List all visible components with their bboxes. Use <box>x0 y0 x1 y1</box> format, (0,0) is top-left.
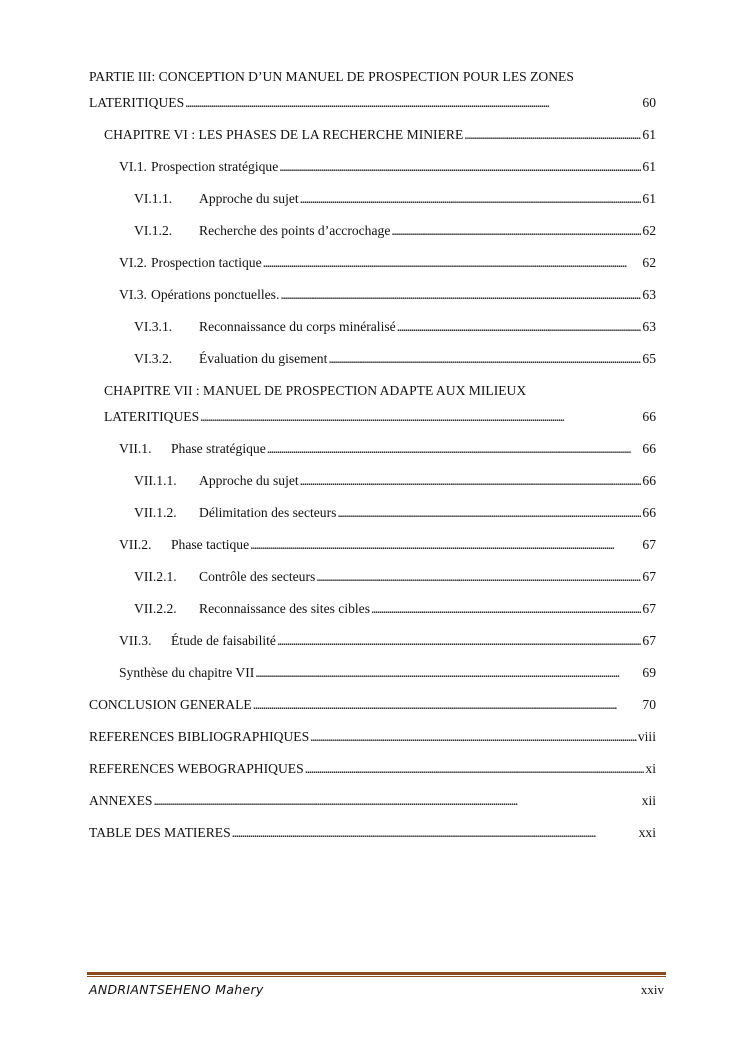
dot-leader <box>300 471 642 485</box>
toc-entry-vii-1[interactable] <box>89 436 656 462</box>
dot-leader <box>185 93 641 107</box>
toc-entry-annexes[interactable] <box>89 788 656 814</box>
toc-entry-page: xi <box>645 761 656 776</box>
toc-entry-number: VI.2. <box>119 255 147 270</box>
toc-entry-number: VI.3.2. <box>134 351 173 366</box>
toc-entry-vi-3[interactable] <box>89 282 656 308</box>
toc-entry-page: 67 <box>642 633 656 648</box>
toc-entry-conclusion[interactable] <box>89 692 656 718</box>
dot-leader <box>232 823 638 837</box>
toc-entry-page: viii <box>637 729 656 744</box>
toc-entry-page: 69 <box>642 665 656 680</box>
toc-entry-page: 61 <box>642 159 656 174</box>
toc-entry-number: VI.1.2. <box>134 223 173 238</box>
toc-entry-references-webographiques[interactable] <box>89 756 656 782</box>
toc-entry-page: 62 <box>642 223 656 238</box>
footer-rule <box>87 972 666 975</box>
toc-entry-number: VI.1.1. <box>134 191 173 206</box>
toc-entry-number: VI.3.1. <box>134 319 173 334</box>
table-of-contents <box>89 64 656 852</box>
dot-leader <box>200 407 641 421</box>
toc-entry-page: 67 <box>642 601 656 616</box>
toc-entry-references-bibliographiques[interactable] <box>89 724 656 750</box>
footer-page-number: xxiv <box>640 982 664 997</box>
toc-entry-page: 65 <box>642 351 656 366</box>
dot-leader <box>305 759 645 773</box>
toc-entry-number: VII.2. <box>119 537 152 552</box>
toc-entry-title: Étude de faisabilité <box>171 633 276 648</box>
toc-entry-title: Reconnaissance du corps minéralisé <box>199 319 396 334</box>
dot-leader <box>253 695 642 709</box>
toc-entry-page: 63 <box>642 287 656 302</box>
toc-entry-title: Phase stratégique <box>171 441 266 456</box>
footer-author: ANDRIANTSEHENO Mahery <box>89 982 264 997</box>
toc-entry-number: VII.1.2. <box>134 505 177 520</box>
toc-entry-title: CONCLUSION GENERALE <box>89 697 252 712</box>
dot-leader <box>300 189 642 203</box>
toc-entry-page: 66 <box>642 409 656 424</box>
dot-leader <box>263 253 642 267</box>
toc-entry-title: Prospection stratégique <box>151 159 279 174</box>
toc-entry-number: VII.1. <box>119 441 152 456</box>
toc-entry-synthese[interactable] <box>89 660 656 686</box>
toc-entry-title: REFERENCES BIBLIOGRAPHIQUES <box>89 729 310 744</box>
toc-entry-chapitre-7[interactable] <box>89 378 656 430</box>
toc-entry-page: 63 <box>642 319 656 334</box>
toc-entry-page: 67 <box>642 537 656 552</box>
dot-leader <box>310 727 637 741</box>
toc-entry-vii-2-1[interactable] <box>89 564 656 590</box>
dot-leader <box>277 631 641 645</box>
dot-leader <box>337 503 641 517</box>
toc-entry-page: 61 <box>642 191 656 206</box>
toc-entry-vi-1-2[interactable] <box>89 218 656 244</box>
toc-entry-title: Opérations ponctuelles. <box>151 287 280 302</box>
toc-entry-number: VII.3. <box>119 633 152 648</box>
toc-entry-vi-3-2[interactable] <box>89 346 656 372</box>
toc-entry-number: VI.1. <box>119 159 147 174</box>
toc-entry-chapitre-6[interactable] <box>89 122 656 148</box>
toc-entry-table-des-matieres[interactable] <box>89 820 656 846</box>
toc-entry-page: 70 <box>642 697 656 712</box>
toc-entry-number: VII.2.2. <box>134 601 177 616</box>
toc-entry-vi-3-1[interactable] <box>89 314 656 340</box>
toc-entry-title: REFERENCES WEBOGRAPHIQUES <box>89 761 304 776</box>
toc-entry-vii-1-2[interactable] <box>89 500 656 526</box>
toc-entry-title: TABLE DES MATIERES <box>89 825 231 840</box>
toc-entry-title: Prospection tactique <box>151 255 262 270</box>
toc-entry-number: VII.2.1. <box>134 569 177 584</box>
dot-leader <box>267 439 642 453</box>
toc-entry-vii-2-2[interactable] <box>89 596 656 622</box>
toc-entry-title: Phase tactique <box>171 537 250 552</box>
dot-leader <box>153 791 640 805</box>
dot-leader <box>391 221 641 235</box>
toc-entry-title: ANNEXES <box>89 793 153 808</box>
toc-entry-vi-1[interactable] <box>89 154 656 180</box>
dot-leader <box>255 663 641 677</box>
dot-leader <box>280 285 641 299</box>
toc-entry-page: 60 <box>642 95 656 110</box>
toc-entry-title: Délimitation des secteurs <box>199 505 337 520</box>
dot-leader <box>371 599 641 613</box>
toc-entry-title: Évaluation du gisement <box>199 351 328 366</box>
toc-entry-title: Approche du sujet <box>199 473 299 488</box>
toc-entry-title: Recherche des points d’accrochage <box>199 223 391 238</box>
toc-entry-partie-3[interactable] <box>89 64 656 116</box>
toc-entry-title-line1: CHAPITRE VII : MANUEL DE PROSPECTION ADAPTE AUX MILIEUX <box>104 383 527 398</box>
toc-entry-title-line2: LATERITIQUES <box>89 95 185 110</box>
dot-leader <box>250 535 641 549</box>
toc-entry-page: 61 <box>642 127 656 142</box>
toc-entry-page: xii <box>641 793 656 808</box>
toc-entry-page: 66 <box>642 441 656 456</box>
toc-entry-page: xxi <box>638 825 656 840</box>
toc-entry-title: CHAPITRE VI : LES PHASES DE LA RECHERCHE MINIERE <box>104 127 464 142</box>
toc-entry-page: 62 <box>642 255 656 270</box>
toc-entry-vii-3[interactable] <box>89 628 656 654</box>
toc-entry-page: 67 <box>642 569 656 584</box>
toc-entry-title-line2: LATERITIQUES <box>104 409 200 424</box>
toc-entry-page: 66 <box>642 473 656 488</box>
dot-leader <box>464 125 641 139</box>
toc-entry-page: 66 <box>642 505 656 520</box>
toc-entry-vi-2[interactable] <box>89 250 656 276</box>
toc-entry-number: VI.3. <box>119 287 147 302</box>
toc-entry-title: Contrôle des secteurs <box>199 569 316 584</box>
toc-entry-title: Approche du sujet <box>199 191 299 206</box>
toc-entry-number: VII.1.1. <box>134 473 177 488</box>
toc-entry-title-line1: PARTIE III: CONCEPTION D’UN MANUEL DE PROSPECTION POUR LES ZONES <box>89 69 574 84</box>
dot-leader <box>279 157 641 171</box>
toc-entry-title: Reconnaissance des sites cibles <box>199 601 371 616</box>
footer-rule-thin <box>87 976 666 977</box>
toc-entry-vii-2[interactable] <box>89 532 656 558</box>
dot-leader <box>328 349 641 363</box>
dot-leader <box>397 317 642 331</box>
toc-entry-title: Synthèse du chapitre VII <box>119 665 255 680</box>
toc-entry-vi-1-1[interactable] <box>89 186 656 212</box>
toc-entry-vii-1-1[interactable] <box>89 468 656 494</box>
dot-leader <box>316 567 641 581</box>
